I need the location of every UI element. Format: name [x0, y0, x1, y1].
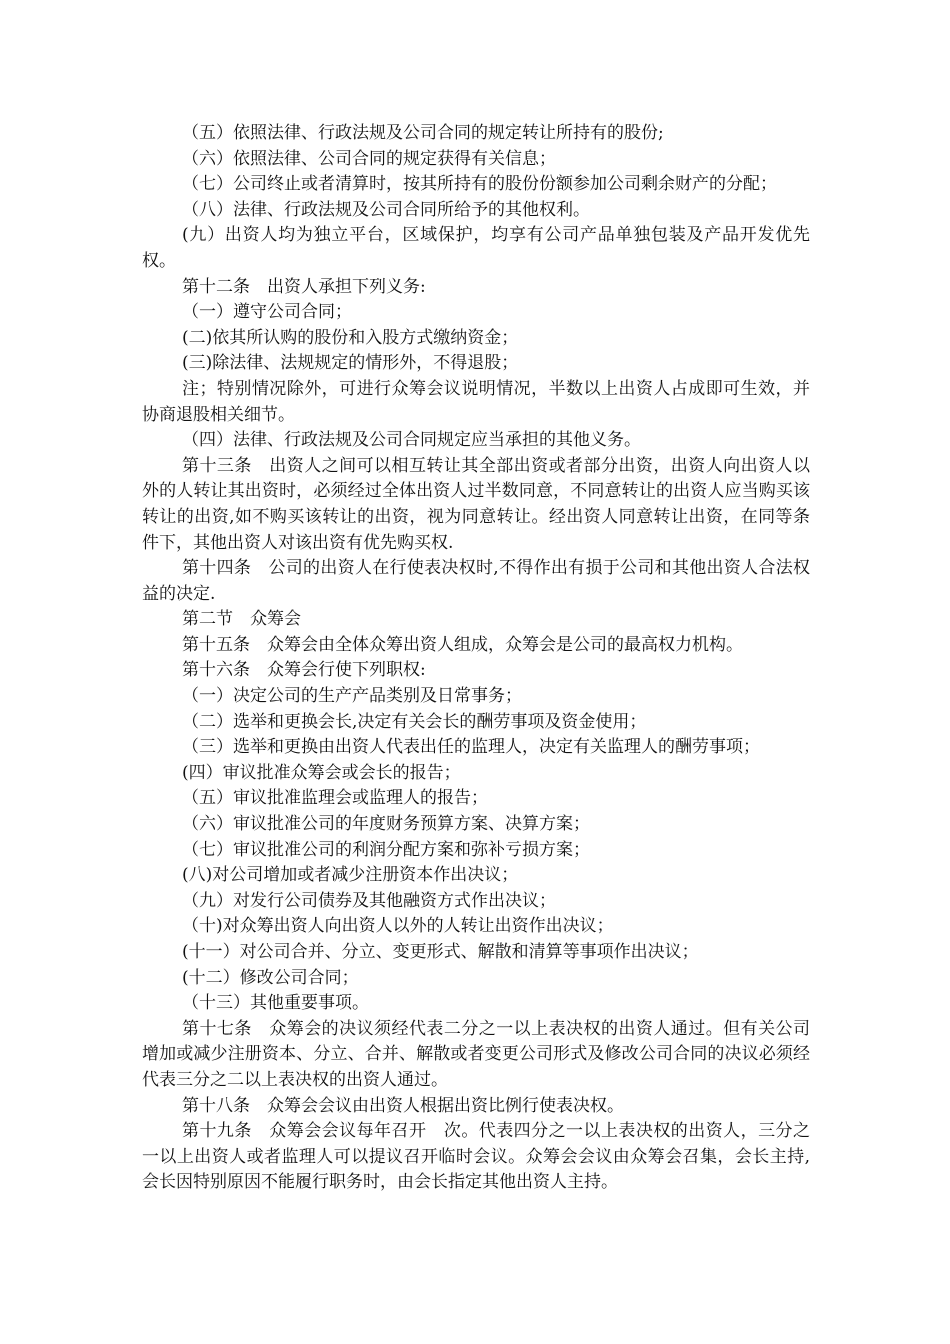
paragraph: (十二）修改公司合同； [182, 967, 359, 988]
article-19: 第十九条 众筹会会议每年召开 次。代表四分之一以上表决权的出资人，三分之一以上出资人或者监理人可以提议召开临时会议。众筹会会议由众筹会召集，会长主持,会长因特别原因不能履行职务时，由会长指定其他出资人主持。 [142, 1121, 810, 1193]
paragraph: （一）决定公司的生产产品类别及日常事务； [182, 686, 522, 707]
paragraph: （五）审议批准监理会或监理人的报告； [182, 788, 488, 809]
paragraph: (八)对公司增加或者减少注册资本作出决议； [182, 865, 519, 886]
article-18: 第十八条 众筹会会议由出资人根据出资比例行使表决权。 [182, 1095, 624, 1116]
article-17: 第十七条 众筹会的决议须经代表二分之一以上表决权的出资人通过。但有关公司增加或减少注册资本、分立、合并、解散或者变更公司形式及修改公司合同的决议必须经代表三分之二以上表决权的出资人通过。 [142, 1018, 810, 1090]
paragraph: （八）法律、行政法规及公司合同所给予的其他权利。 [182, 199, 590, 220]
paragraph: （六）审议批准公司的年度财务预算方案、决算方案； [182, 814, 590, 835]
paragraph: (四）审议批准众筹会或会长的报告； [182, 762, 461, 783]
paragraph: （十三）其他重要事项。 [182, 993, 369, 1014]
paragraph: （二）选举和更换会长,决定有关会长的酬劳事项及资金使用； [182, 711, 647, 732]
paragraph: （十)对众筹出资人向出资人以外的人转让出资作出决议； [182, 916, 614, 937]
note-paragraph: 注；特别情况除外，可进行众筹会议说明情况，半数以上出资人占成即可生效，并协商退股相关细节。 [142, 378, 810, 425]
paragraph: （六）依照法律、公司合同的规定获得有关信息； [182, 148, 556, 169]
article-16: 第十六条 众筹会行使下列职权: [182, 660, 426, 681]
paragraph: (九）出资人均为独立平台，区域保护，均享有公司产品单独包装及产品开发优先权。 [142, 225, 810, 271]
article-15: 第十五条 众筹会由全体众筹出资人组成，众筹会是公司的最高权力机构。 [182, 634, 743, 655]
article-14: 第十四条 公司的出资人在行使表决权时,不得作出有损于公司和其他出资人合法权益的决定. [142, 558, 810, 604]
paragraph: （一）遵守公司合同； [182, 302, 352, 323]
paragraph: （四）法律、行政法规及公司合同规定应当承担的其他义务。 [182, 430, 641, 451]
paragraph: （七）公司终止或者清算时，按其所持有的股份份额参加公司剩余财产的分配； [182, 174, 777, 195]
paragraph: （五）依照法律、行政法规及公司合同的规定转让所持有的股份; [182, 123, 664, 143]
paragraph: （三）选举和更换由出资人代表出任的监理人，决定有关监理人的酬劳事项； [182, 737, 760, 758]
paragraph: (二)依其所认购的股份和入股方式缴纳资金； [182, 327, 519, 348]
article-heading-12: 第十二条 出资人承担下列义务: [182, 276, 426, 297]
paragraph: （七）审议批准公司的利润分配方案和弥补亏损方案； [182, 839, 590, 860]
paragraph: （九）对发行公司债券及其他融资方式作出决议； [182, 890, 556, 911]
article-13: 第十三条 出资人之间可以相互转让其全部出资或者部分出资，出资人向出资人以外的人转让其出资时，必须经过全体出资人过半数同意，不同意转让的出资人应当购买该转让的出资,如不购买该转让的出资，视为同意转让。经出资人同意转让出资，在同等条件下，其他出资人对该出资有优先购买权. [142, 455, 810, 553]
document-body [142, 121, 810, 1196]
section-heading: 第二节 众筹会 [182, 609, 301, 630]
paragraph: (十一）对公司合并、分立、变更形式、解散和清算等事项作出决议； [182, 942, 699, 962]
paragraph: (三)除法律、法规规定的情形外，不得退股； [182, 353, 519, 374]
